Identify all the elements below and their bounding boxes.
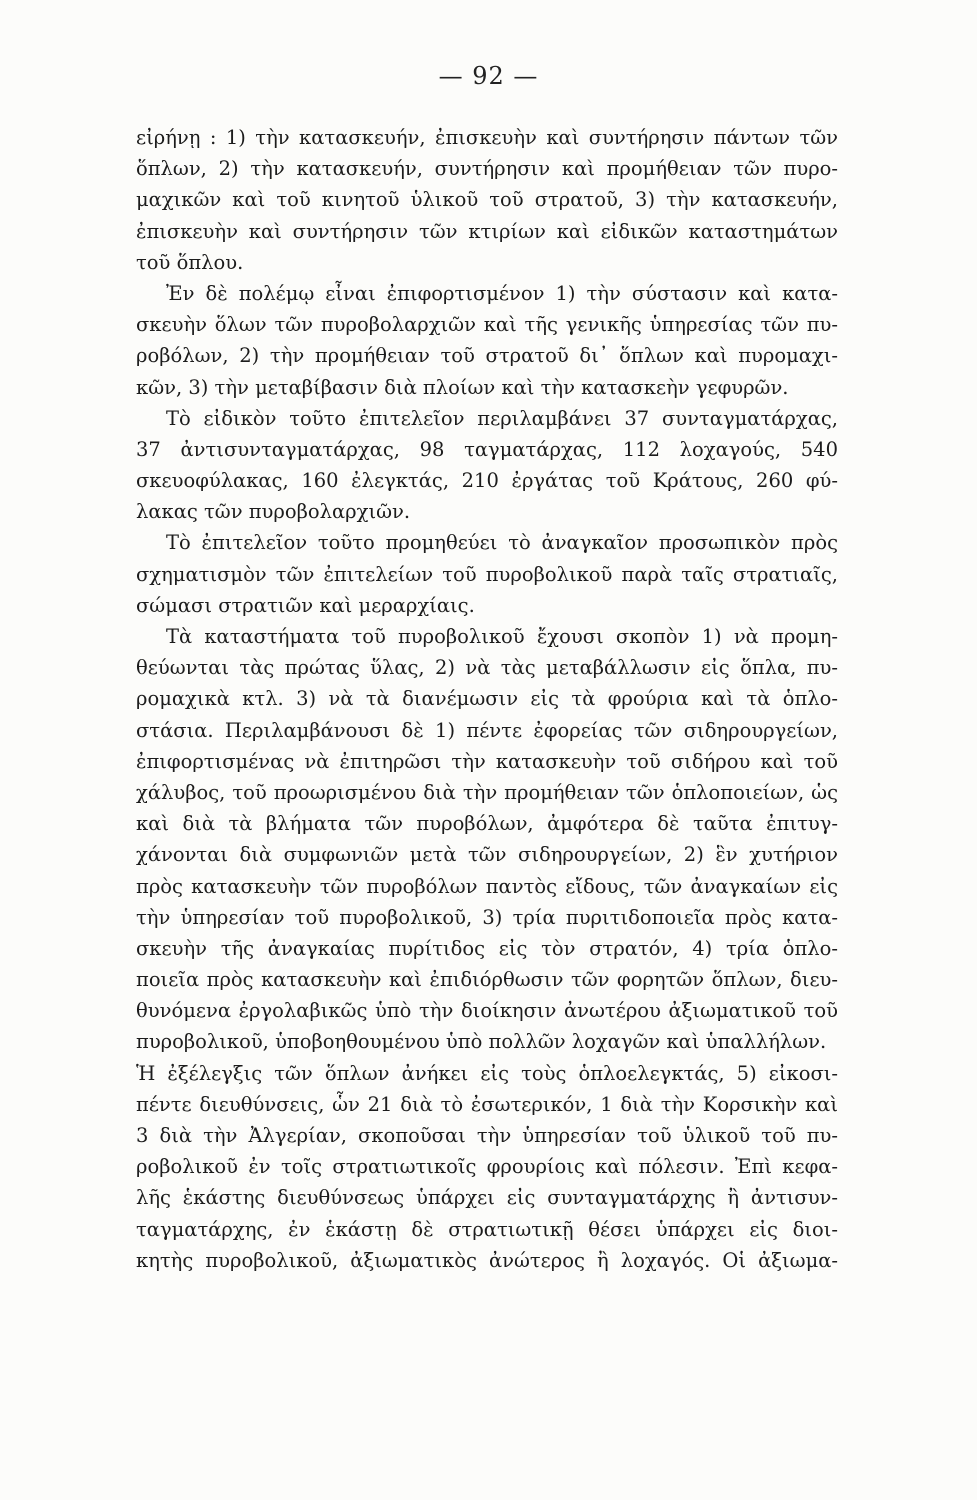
text-line: σώμασι στρατιῶν καὶ μεραρχίαις. xyxy=(136,593,475,617)
text-line: κητὴς πυροβολικοῦ, ἀξιωματικὸς ἀνώτερος ἢ λοχαγός. Οἱ ἀξιωμα- xyxy=(136,1248,838,1272)
text-line: τοῦ ὅπλου. xyxy=(136,250,244,274)
text-line: σκευὴν ὅλων τῶν πυροβολαρχιῶν καὶ τῆς γενικῆς ὑπηρεσίας τῶν πυ- xyxy=(136,313,838,337)
text-line: εἰρήνῃ : 1) τὴν κατασκευήν, ἐπισκευὴν καὶ συντήρησιν πάντων τῶν xyxy=(136,126,838,149)
text-line: ροβόλων, 2) τὴν προμήθειαν τοῦ στρατοῦ δι᾽ ὅπλων καὶ πυρομαχι- xyxy=(136,344,838,368)
text-line: πρὸς κατασκευὴν τῶν πυροβόλων παντὸς εἴδους, τῶν ἀναγκαίων εἰς xyxy=(136,874,838,898)
text-line: λῆς ἑκάστης διευθύνσεως ὑπάρχει εἰς συνταγματάρχης ἢ ἀντισυν- xyxy=(136,1186,838,1210)
text-line: σχηματισμὸν τῶν ἐπιτελείων τοῦ πυροβολικοῦ παρὰ ταῖς στρατιαῖς, xyxy=(136,562,838,586)
text-line: Τὸ ἐπιτελεῖον τοῦτο προμηθεύει τὸ ἀναγκαῖον προσωπικὸν πρὸς xyxy=(166,531,838,555)
text-line: θεύωνται τὰς πρώτας ὕλας, 2) νὰ τὰς μεταβάλλωσιν εἰς ὅπλα, πυ- xyxy=(136,656,838,680)
text-line: σκευοφύλακας, 160 ἐλεγκτάς, 210 ἐργάτας τοῦ Κράτους, 260 φύ- xyxy=(136,469,838,493)
text-line: πυροβολικοῦ, ὑποβοηθουμένου ὑπὸ πολλῶν λοχαγῶν καὶ ὑπαλλήλων. xyxy=(136,1030,827,1054)
text-line: κῶν, 3) τὴν μεταβίβασιν διὰ πλοίων καὶ τὴν κατασκεὴν γεφυρῶν. xyxy=(136,375,789,399)
text-line: τὴν ὑπηρεσίαν τοῦ πυροβολικοῦ, 3) τρία πυριτιδοποιεῖα πρὸς κατα- xyxy=(136,905,838,929)
text-line: μαχικῶν καὶ τοῦ κινητοῦ ὑλικοῦ τοῦ στρατοῦ, 3) τὴν κατασκευήν, xyxy=(136,188,838,212)
text-line: 37 ἀντισυνταγματάρχας, 98 ταγματάρχας, 112 λοχαγούς, 540 xyxy=(136,437,838,461)
text-line: ἐπιφορτισμένας νὰ ἐπιτηρῶσι τὴν κατασκευὴν τοῦ σιδήρου καὶ τοῦ xyxy=(136,749,838,773)
text-line: Ἐν δὲ πολέμῳ εἶναι ἐπιφορτισμένον 1) τὴν σύστασιν καὶ κατα- xyxy=(166,281,838,305)
text-line: ρομαχικὰ κτλ. 3) νὰ τὰ διανέμωσιν εἰς τὰ φρούρια καὶ τὰ ὁπλο- xyxy=(136,687,838,711)
text-line: λακας τῶν πυροβολαρχιῶν. xyxy=(136,500,411,524)
text-line: Ἡ ἐξέλεγξις τῶν ὅπλων ἀνήκει εἰς τοὺς ὁπλοελεγκτάς, 5) εἰκοσι- xyxy=(136,1061,838,1085)
text-line: θυνόμενα ἐργολαβικῶς ὑπὸ τὴν διοίκησιν ἀνωτέρου ἀξιωματικοῦ τοῦ xyxy=(136,999,838,1023)
text-line: στάσια. Περιλαμβάνουσι δὲ 1) πέντε ἐφορείας τῶν σιδηρουργείων, xyxy=(136,718,838,742)
text-line: Τὸ εἰδικὸν τοῦτο ἐπιτελεῖον περιλαμβάνει 37 συνταγματάρχας, xyxy=(166,406,838,430)
page-number: — 92 — xyxy=(438,62,539,90)
text-line: Τὰ καταστήματα τοῦ πυροβολικοῦ ἔχουσι σκοπὸν 1) νὰ προμη- xyxy=(166,625,838,648)
text-line: χάλυβος, τοῦ προωρισμένου διὰ τὴν προμήθειαν τῶν ὁπλοποιείων, ὡς xyxy=(136,780,838,804)
text-line: καὶ διὰ τὰ βλήματα τῶν πυροβόλων, ἀμφότερα δὲ ταῦτα ἐπιτυγ- xyxy=(136,812,838,836)
text-line: σκευὴν τῆς ἀναγκαίας πυρίτιδος εἰς τὸν στρατόν, 4) τρία ὁπλο- xyxy=(136,936,838,960)
text-line: ἐπισκευὴν καὶ συντήρησιν τῶν κτιρίων καὶ εἰδικῶν καταστημάτων xyxy=(136,219,838,243)
text-line: ταγματάρχης, ἐν ἑκάστῃ δὲ στρατιωτικῇ θέσει ὑπάρχει εἰς διοι- xyxy=(136,1217,838,1241)
text-line: ροβολικοῦ ἐν τοῖς στρατιωτικοῖς φρουρίοις καὶ πόλεσιν. Ἐπὶ κεφα- xyxy=(136,1155,838,1179)
text-line: 3 διὰ τὴν Ἀλγερίαν, σκοποῦσαι τὴν ὑπηρεσίαν τοῦ ὑλικοῦ τοῦ πυ- xyxy=(136,1124,838,1147)
text-line: ποιεῖα πρὸς κατασκευὴν καὶ ἐπιδιόρθωσιν τῶν φορητῶν ὅπλων, διευ- xyxy=(136,968,838,992)
text-line: ὅπλων, 2) τὴν κατασκευήν, συντήρησιν καὶ προμήθειαν τῶν πυρο- xyxy=(136,157,838,181)
text-line: χάνονται διὰ συμφωνιῶν μετὰ τῶν σιδηρουργείων, 2) ἓν χυτήριον xyxy=(136,843,838,867)
body-text xyxy=(136,122,838,1276)
text-line: πέντε διευθύνσεις, ὧν 21 διὰ τὸ ἐσωτερικόν, 1 διὰ τὴν Κορσικὴν καὶ xyxy=(136,1092,838,1116)
